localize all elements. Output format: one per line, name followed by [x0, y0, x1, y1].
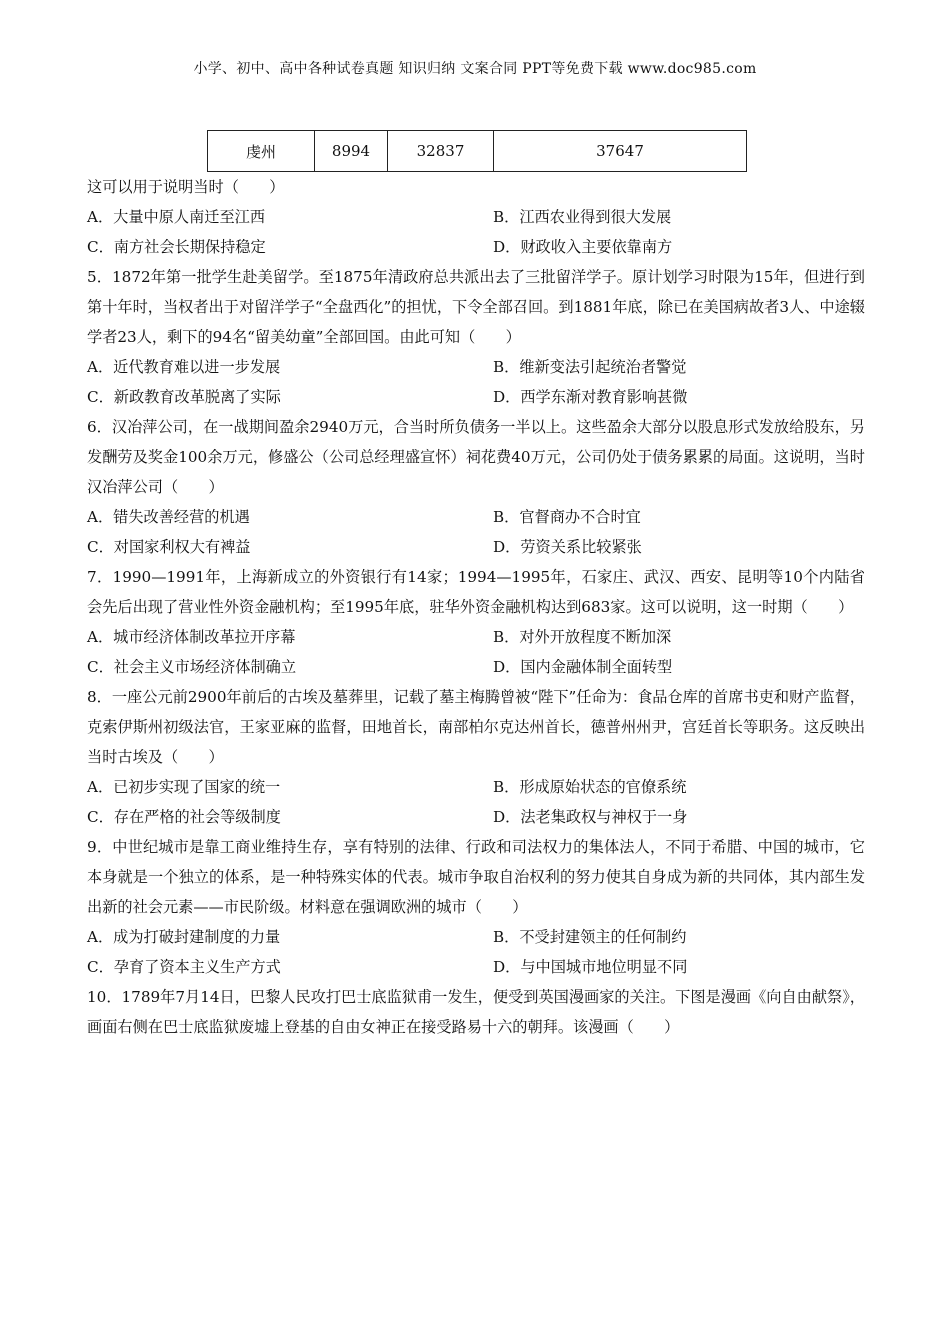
- option-a: A．近代教育难以进一步发展: [87, 358, 281, 376]
- option-a: A．城市经济体制改革拉开序幕: [87, 628, 296, 646]
- option-c: C．社会主义市场经济体制确立: [87, 658, 297, 676]
- option-a: A．已初步实现了国家的统一: [87, 778, 281, 796]
- question-10: [87, 982, 865, 1042]
- option-a: A．大量中原人南迁至江西: [87, 208, 266, 226]
- data-table: [207, 130, 747, 172]
- option-b: B．形成原始状态的官僚系统: [493, 778, 687, 796]
- question-stem: 9．中世纪城市是靠工商业维持生存，享有特别的法律、行政和司法权力的集体法人，不同于希腊、中国的城市，它本身就是一个独立的体系，是一种特殊实体的代表。城市争取自治权利的努力使其自身成为新的共同体，其内部生发出新的社会元素——市民阶级。材料意在强调欧洲的城市（ ）: [87, 838, 865, 916]
- question-list: [87, 172, 865, 1042]
- question-7: [87, 562, 865, 682]
- option-group: [87, 202, 865, 262]
- option-d: D．国内金融体制全面转型: [493, 658, 673, 676]
- question-4-tail: [87, 172, 865, 262]
- option-d: D．法老集政权与神权于一身: [493, 808, 688, 826]
- option-c: C．南方社会长期保持稳定: [87, 238, 266, 256]
- question-5: [87, 262, 865, 412]
- option-b: B．对外开放程度不断加深: [493, 628, 672, 646]
- table-cell: 8994: [315, 131, 388, 172]
- option-d: D．与中国城市地位明显不同: [493, 958, 688, 976]
- option-b: B．不受封建领主的任何制约: [493, 928, 687, 946]
- question-9: [87, 832, 865, 982]
- question-stem: 10．1789年7月14日，巴黎人民攻打巴士底监狱甫一发生，便受到英国漫画家的关注。下图是漫画《向自由献祭》，画面右侧在巴士底监狱废墟上登基的自由女神正在接受路易十六的朝拜。该漫画（ ）: [87, 988, 865, 1036]
- option-d: D．财政收入主要依靠南方: [493, 238, 673, 256]
- table-cell: 虔州: [208, 131, 315, 172]
- option-group: [87, 922, 865, 982]
- question-stem: 这可以用于说明当时（ ）: [87, 178, 285, 196]
- option-group: [87, 772, 865, 832]
- option-group: [87, 502, 865, 562]
- option-c: C．新政教育改革脱离了实际: [87, 388, 281, 406]
- question-stem: 5．1872年第一批学生赴美留学。至1875年清政府总共派出去了三批留洋学子。原计划学习时限为15年，但进行到第十年时，当权者出于对留洋学子“全盘西化”的担忧，下令全部召回。到1881年底，除已在美国病故者3人、中途辍学者23人，剩下的94名“留美幼童”全部回国。由此可知（ ）: [87, 268, 865, 346]
- table-cell: 37647: [494, 131, 747, 172]
- table-cell: 32837: [388, 131, 494, 172]
- option-b: B．官督商办不合时宜: [493, 508, 641, 526]
- option-b: B．江西农业得到很大发展: [493, 208, 672, 226]
- option-c: C．存在严格的社会等级制度: [87, 808, 281, 826]
- option-group: [87, 352, 865, 412]
- table-row: [208, 131, 747, 172]
- question-stem: 7．1990—1991年，上海新成立的外资银行有14家；1994—1995年，石家庄、武汉、西安、昆明等10个内陆省会先后出现了营业性外资金融机构；至1995年底，驻华外资金融机构达到683家。这可以说明，这一时期（ ）: [87, 568, 865, 616]
- question-stem: 6．汉冶萍公司，在一战期间盈余2940万元，合当时所负债务一半以上。这些盈余大部分以股息形式发放给股东，另发酬劳及奖金100余万元，修盛公（公司总经理盛宣怀）祠花费40万元，公司仍处于债务累累的局面。这说明，当时汉冶萍公司（ ）: [87, 418, 865, 496]
- option-a: A．错失改善经营的机遇: [87, 508, 250, 526]
- option-d: D．西学东渐对教育影响甚微: [493, 388, 688, 406]
- page-header: 小学、初中、高中各种试卷真题 知识归纳 文案合同 PPT等免费下载 www.doc985.com: [193, 61, 757, 77]
- question-8: [87, 682, 865, 832]
- option-a: A．成为打破封建制度的力量: [87, 928, 281, 946]
- question-stem: 8．一座公元前2900年前后的古埃及墓葬里，记载了墓主梅腾曾被“陛下”任命为：食品仓库的首席书吏和财产监督，克索伊斯州初级法官，王家亚麻的监督，田地首长，南部柏尔克达州首长，德普州州尹，宫廷首长等职务。这反映出当时古埃及（ ）: [87, 688, 865, 766]
- option-c: C．孕育了资本主义生产方式: [87, 958, 281, 976]
- question-6: [87, 412, 865, 562]
- option-group: [87, 622, 865, 682]
- option-d: D．劳资关系比较紧张: [493, 538, 642, 556]
- option-b: B．维新变法引起统治者警觉: [493, 358, 687, 376]
- option-c: C．对国家利权大有裨益: [87, 538, 251, 556]
